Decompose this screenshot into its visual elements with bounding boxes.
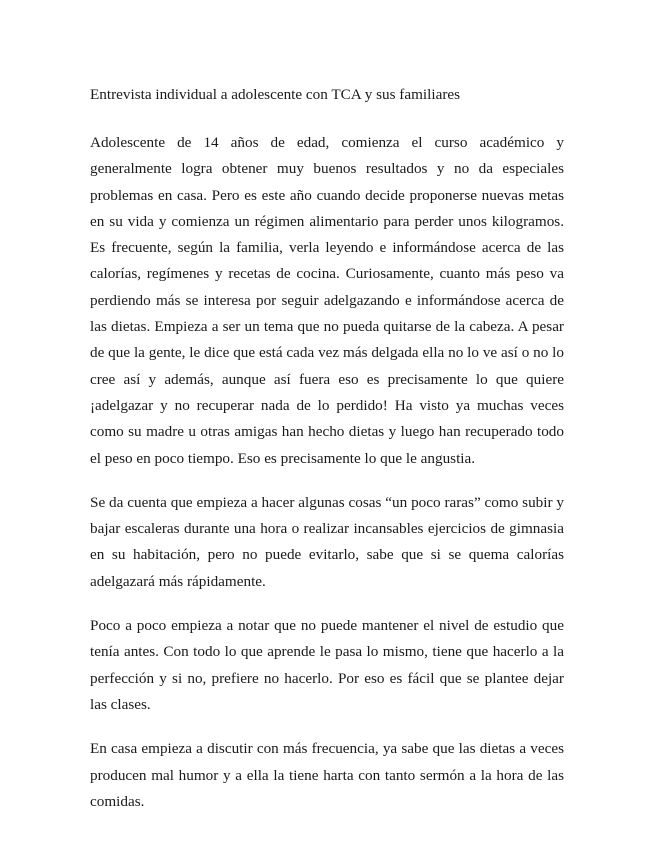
- paragraph-2: Se da cuenta que empieza a hacer algunas cosas “un poco raras” como subir y bajar escaleras durante una hora o realizar incansables ejercicios de gimnasia en su habitación, pero no puede evitarlo, sabe que si se quema calorías adelgazará más rápidamente.: [90, 493, 564, 590]
- paragraph-1: Adolescente de 14 años de edad, comienza el curso académico y generalmente logra obtener muy buenos resultados y no da especiales problemas en casa. Pero es este año cuando decide proponerse nuevas metas en su vida y comienza un régimen alimentario para perder unos kilogramos. Es frecuente, según la familia, verla leyendo e informándose acerca de las calorías, regímenes y recetas de cocina. Curiosamente, cuanto más peso va perdiendo más se interesa por seguir adelgazando e informándose acerca de las dietas. Empieza a ser un tema que no pueda quitarse de la cabeza. A pesar de que la gente, le dice que está cada vez más delgada ella no lo ve así o no lo cree así y además, aunque así fuera eso es precisamente lo que quiere ¡adelgazar y no recuperar nada de lo perdido! Ha visto ya muchas veces como su madre u otras amigas han hecho dietas y luego han recuperado todo el peso en poco tiempo. Eso es precisamente lo que le angustia.: [90, 134, 564, 467]
- paragraph-3: Poco a poco empieza a notar que no puede mantener el nivel de estudio que tenía antes. Con todo lo que aprende le pasa lo mismo, tiene que hacerlo a la perfección y si no, prefiere no hacerlo. Por eso es fácil que se plantee dejar las clases.: [90, 617, 564, 713]
- document-title: Entrevista individual a adolescente con TCA y sus familiares: [90, 86, 461, 103]
- document-body: [90, 82, 564, 833]
- paragraph-4: En casa empieza a discutir con más frecuencia, ya sabe que las dietas a veces producen mal humor y a ella la tiene harta con tanto sermón a la hora de las comidas.: [90, 740, 564, 810]
